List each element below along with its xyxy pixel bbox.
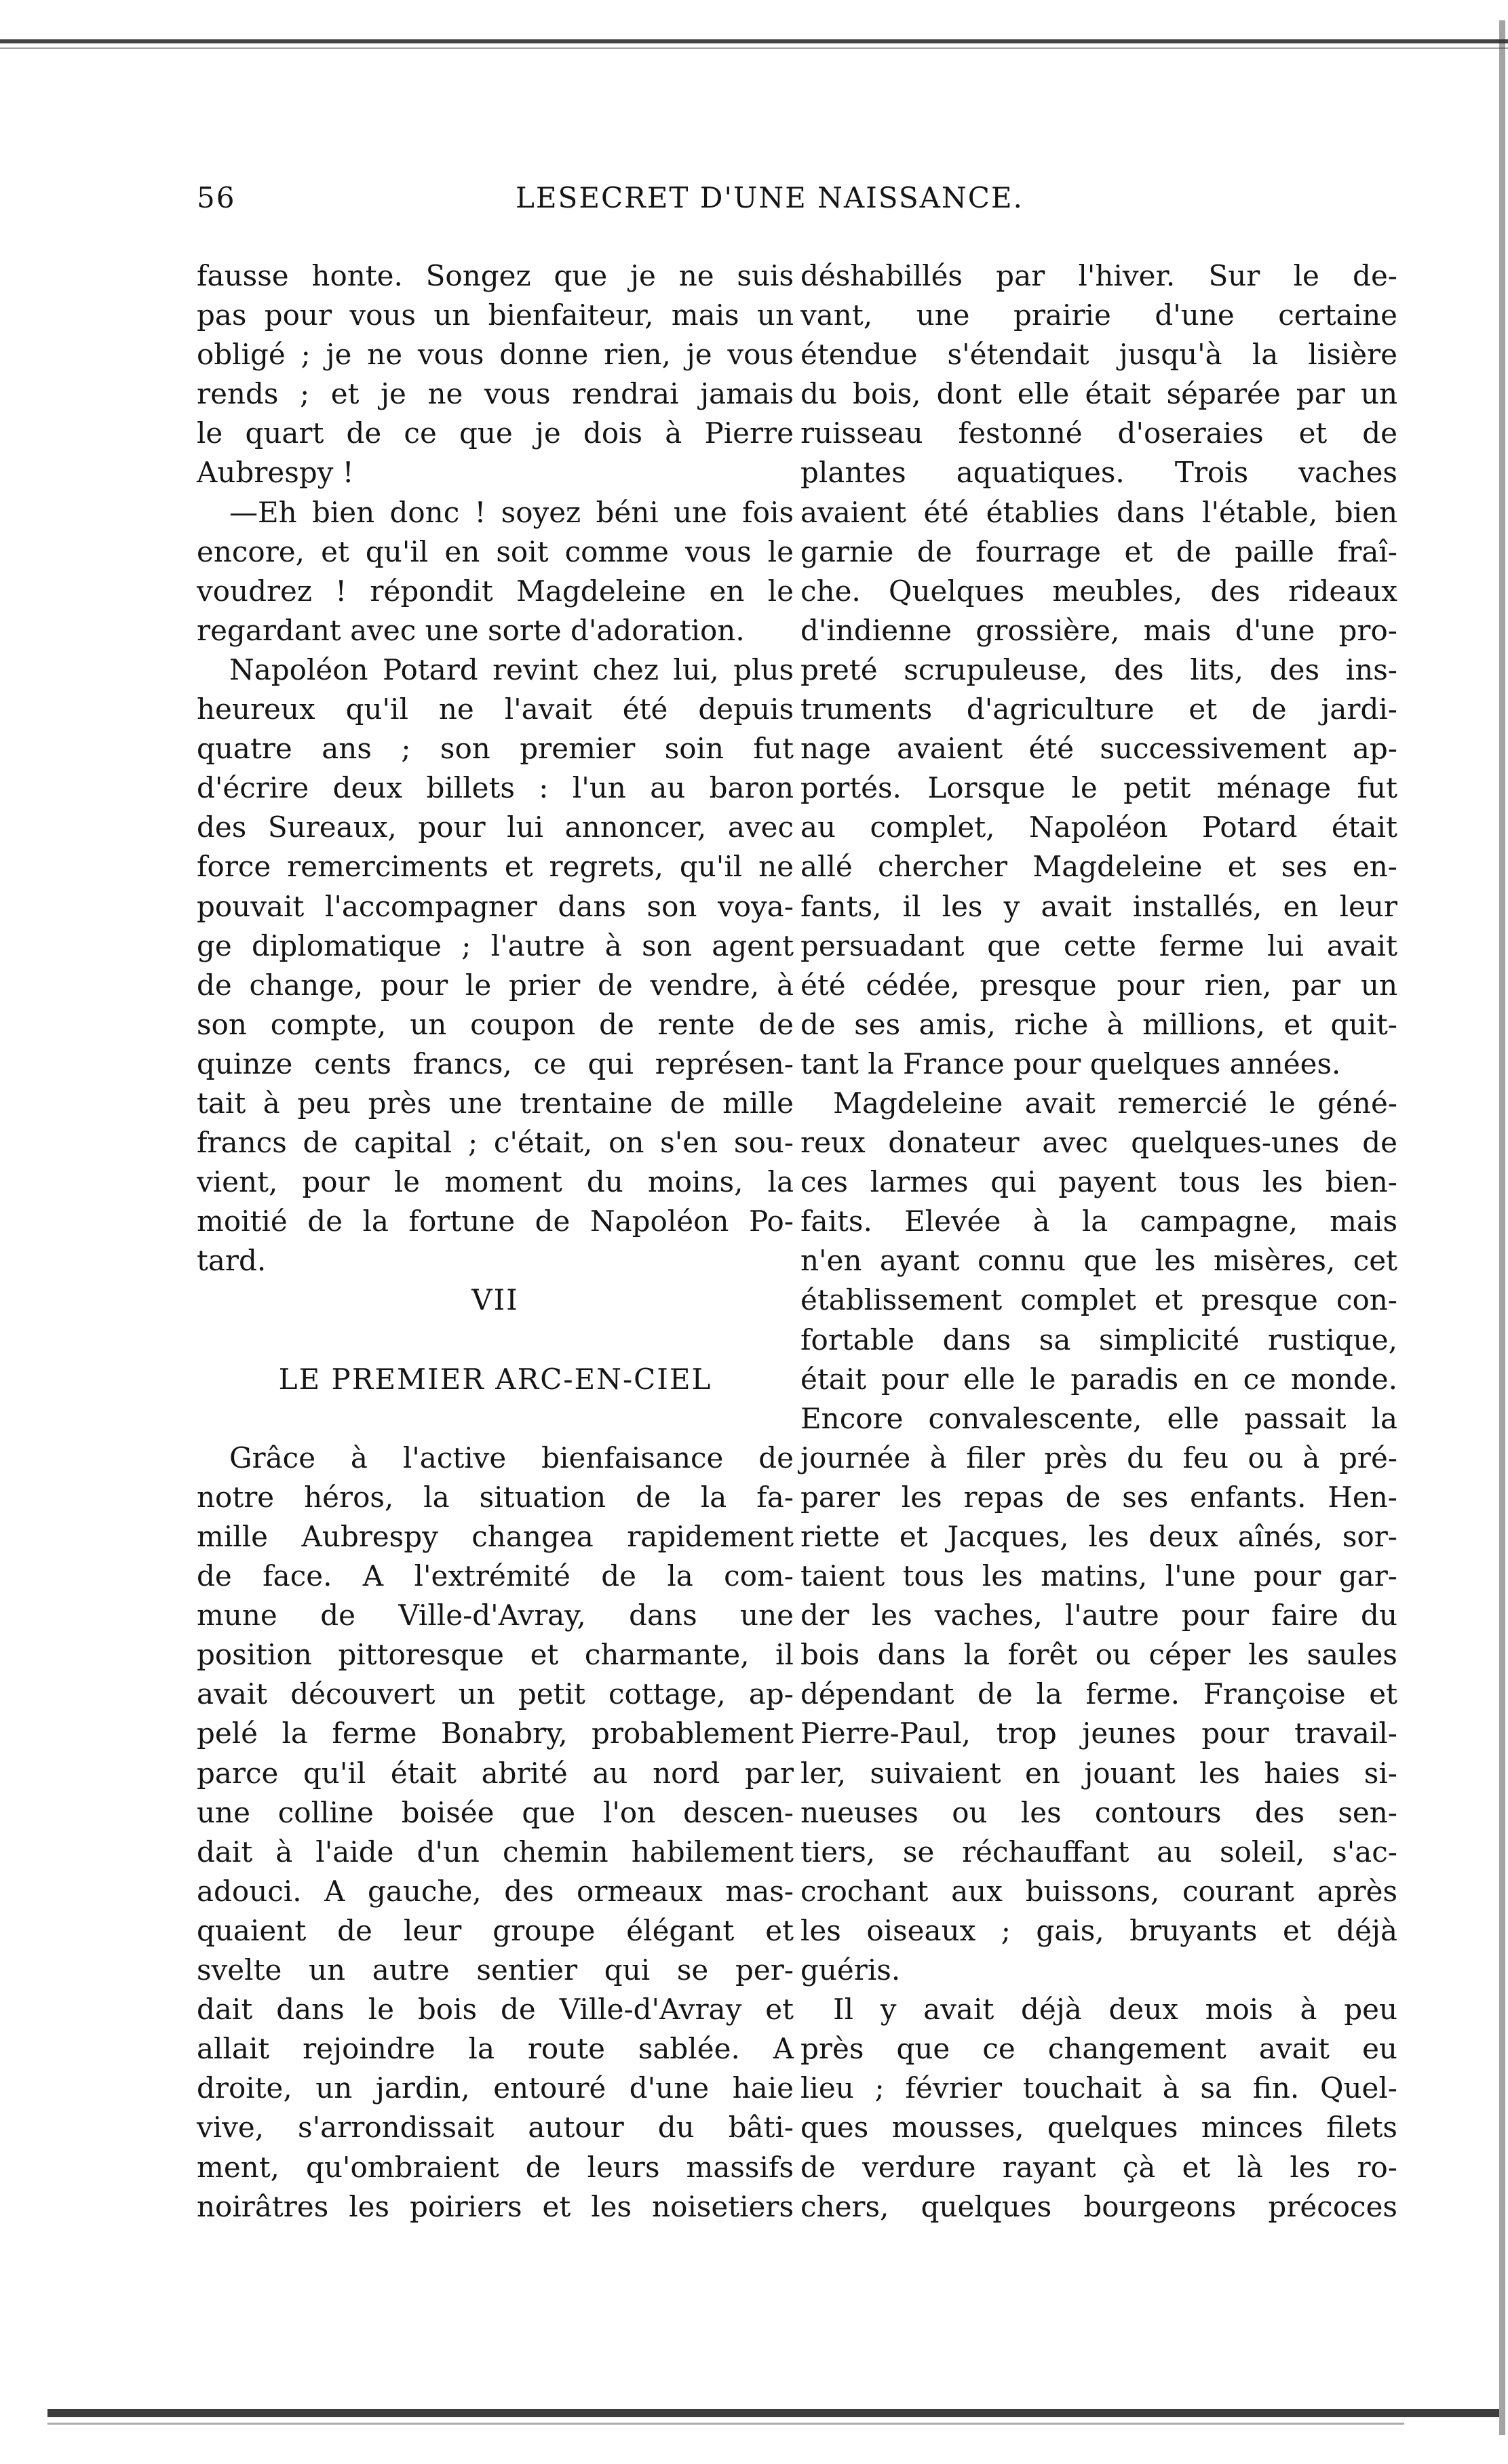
running-head [197, 178, 1397, 218]
text-line: preté scrupuleuse, des lits, des ins- [800, 652, 1397, 686]
text-line: taient tous les matins, l'une pour gar- [800, 1559, 1397, 1593]
text-line: de verdure rayant çà et là les ro- [800, 2150, 1397, 2184]
text-line: du bois, dont elle était séparée par un [800, 377, 1397, 411]
text-line: ques mousses, quelques minces filets [800, 2111, 1397, 2145]
text-line: portés. Lorsque le petit ménage fut [800, 771, 1397, 805]
text-line: guéris. [800, 1953, 901, 1987]
text-line: bois dans la forêt ou céper les saules [800, 1638, 1397, 1672]
text-line: vive, s'arrondissait autour du bâti- [197, 2111, 794, 2145]
paragraph [800, 1084, 1397, 1990]
text-line: dait dans le bois de Ville-d'Avray et [197, 1993, 794, 2027]
text-line: mune de Ville-d'Avray, dans une [197, 1599, 794, 1632]
text-line: les oiseaux ; gais, bruyants et déjà [800, 1913, 1397, 1947]
left-column [197, 256, 794, 2227]
text-line: dait à l'aide d'un chemin habilement [197, 1835, 794, 1869]
text-line: établissement complet et presque con- [800, 1283, 1397, 1317]
text-line: parce qu'il était abrité au nord par [197, 1756, 794, 1790]
text-line: fausse honte. Songez que je ne suis [197, 259, 794, 292]
text-line: nueuses ou les contours des sen- [800, 1795, 1397, 1829]
paragraph [197, 256, 794, 493]
text-line: persuadant que cette ferme lui avait [800, 928, 1397, 962]
page-number: 56 [197, 181, 236, 214]
scan-top-rule-thin [0, 47, 1508, 49]
text-line: crochant aux buissons, courant après [800, 1874, 1397, 1908]
text-line: der les vaches, l'autre pour faire du [800, 1599, 1397, 1632]
text-line: reux donateur avec quelques-unes de [800, 1126, 1397, 1160]
text-line: tard. [197, 1244, 267, 1278]
text-line: Grâce à l'active bienfaisance de [229, 1441, 794, 1474]
paragraph [197, 493, 794, 650]
scan-bottom-rule [47, 2409, 1499, 2417]
text-line: parer les repas de ses enfants. Hen- [800, 1480, 1397, 1514]
text-line: allait rejoindre la route sablée. A [197, 2032, 794, 2066]
text-line: avaient été établies dans l'étable, bien [800, 495, 1397, 529]
text-line: encore, et qu'il en soit comme vous le [197, 534, 794, 568]
text-line: Encore convalescente, elle passait la [800, 1401, 1397, 1435]
text-line: de ses amis, riche à millions, et quit- [800, 1007, 1397, 1041]
paragraph [197, 1439, 794, 2227]
text-line: ces larmes qui payent tous les bien- [800, 1165, 1397, 1199]
paragraph [800, 1990, 1397, 2227]
text-line: fants, il les y avait installés, en leur [800, 889, 1397, 923]
text-line: garnie de fourrage et de paille fraî- [800, 534, 1397, 568]
text-line: —Eh bien donc ! soyez béni une fois [229, 495, 794, 529]
text-line: des Sureaux, pour lui annoncer, avec [197, 810, 794, 844]
text-line: position pittoresque et charmante, il [197, 1638, 794, 1672]
text-line: dépendant de la ferme. Françoise et [800, 1677, 1397, 1711]
text-line: droite, un jardin, entouré d'une haie [197, 2071, 794, 2105]
text-line: quinze cents francs, ce qui représen- [197, 1047, 794, 1080]
text-line: de change, pour le prier de vendre, à [197, 968, 794, 1002]
text-line: pouvait l'accompagner dans son voya- [197, 889, 794, 923]
text-line: heureux qu'il ne l'avait été depuis [197, 692, 794, 726]
text-line: une colline boisée que l'on descen- [197, 1795, 794, 1829]
text-line: noirâtres les poiriers et les noisetiers [197, 2189, 794, 2223]
text-line: Aubrespy ! [197, 456, 354, 490]
text-line: force remerciments et regrets, qu'il ne [197, 850, 794, 884]
text-line: riette et Jacques, les deux aînés, sor- [800, 1520, 1397, 1553]
text-line: quatre ans ; son premier soin fut [197, 732, 794, 766]
text-line: notre héros, la situation de la fa- [197, 1480, 794, 1514]
text-line: était pour elle le paradis en ce monde. [800, 1362, 1397, 1396]
text-line: francs de capital ; c'était, on s'en sou- [197, 1126, 794, 1160]
text-line: che. Quelques meubles, des rideaux [800, 574, 1397, 608]
text-line: mille Aubrespy changea rapidement [197, 1520, 794, 1553]
text-line: journée à filer près du feu ou à pré- [800, 1441, 1397, 1474]
text-line: quaient de leur groupe élégant et [197, 1913, 794, 1947]
text-line: moitié de la fortune de Napoléon Po- [197, 1205, 794, 1238]
text-line: regardant avec une sorte d'adoration. [197, 613, 745, 647]
text-line: Napoléon Potard revint chez lui, plus [229, 652, 794, 686]
text-line: déshabillés par l'hiver. Sur le de- [800, 259, 1397, 292]
text-line: pas pour vous un bienfaiteur, mais un [197, 298, 794, 332]
text-line: ruisseau festonné d'oseraies et de [800, 416, 1397, 450]
text-line: au complet, Napoléon Potard était [800, 810, 1397, 844]
text-line: allé chercher Magdeleine et ses en- [800, 850, 1397, 884]
text-line: rends ; et je ne vous rendrai jamais [197, 377, 794, 411]
text-line: Pierre-Paul, trop jeunes pour travail- [800, 1717, 1397, 1751]
text-line: pelé la ferme Bonabry, probablement [197, 1717, 794, 1751]
text-line: son compte, un coupon de rente de [197, 1007, 794, 1041]
chapter-number: VII [471, 1283, 519, 1317]
text-line: vant, une prairie d'une certaine [800, 298, 1397, 332]
text-line: d'écrire deux billets : l'un au baron [197, 771, 794, 805]
text-line: Il y avait déjà deux mois à peu [833, 1993, 1397, 2027]
text-line: étendue s'étendait jusqu'à la lisière [800, 338, 1397, 372]
scan-top-rule [0, 39, 1508, 43]
spacer [197, 1399, 794, 1439]
text-line: chers, quelques bourgeons précoces [800, 2189, 1397, 2223]
text-line: d'indienne grossière, mais d'une pro- [800, 613, 1397, 647]
text-line: avait découvert un petit cottage, ap- [197, 1677, 794, 1711]
text-line: tait à peu près une trentaine de mille [197, 1086, 794, 1120]
text-line: fortable dans sa simplicité rustique, [800, 1323, 1397, 1356]
scan-right-edge [1499, 20, 1505, 2435]
text-line: voudrez ! répondit Magdeleine en le [197, 574, 794, 608]
text-line: ment, qu'ombraient de leurs massifs [197, 2150, 794, 2184]
text-line: faits. Elevée à la campagne, mais [800, 1205, 1397, 1238]
text-line: de face. A l'extrémité de la com- [197, 1559, 794, 1593]
spacer [197, 1321, 794, 1360]
text-line: ler, suivaient en jouant les haies si- [800, 1756, 1397, 1790]
text-line: truments d'agriculture et de jardi- [800, 692, 1397, 726]
running-title: LESECRET D'UNE NAISSANCE. [516, 181, 1024, 214]
text-line: ge diplomatique ; l'autre à son agent [197, 928, 794, 962]
text-line: vient, pour le moment du moins, la [197, 1165, 794, 1199]
text-line: plantes aquatiques. Trois vaches [800, 456, 1397, 490]
right-column [800, 256, 1397, 2227]
text-line: tant la France pour quelques années. [800, 1047, 1341, 1080]
scan-bottom-rule-thin [47, 2423, 1404, 2425]
text-line: lieu ; février touchait à sa fin. Quel- [800, 2071, 1397, 2105]
chapter-title: LE PREMIER ARC-EN-CIEL [278, 1362, 712, 1396]
paragraph [197, 650, 794, 1281]
text-line: n'en ayant connu que les misères, cet [800, 1244, 1397, 1278]
text-line: Magdeleine avait remercié le géné- [833, 1086, 1397, 1120]
text-line: obligé ; je ne vous donne rien, je vous [197, 338, 794, 372]
text-line: svelte un autre sentier qui se per- [197, 1953, 794, 1987]
text-line: été cédée, presque pour rien, par un [800, 968, 1397, 1002]
text-line: nage avaient été successivement ap- [800, 732, 1397, 766]
text-line: près que ce changement avait eu [800, 2032, 1397, 2066]
text-line: le quart de ce que je dois à Pierre [197, 416, 794, 450]
text-line: adouci. A gauche, des ormeaux mas- [197, 1874, 794, 1908]
paragraph [800, 256, 1397, 1084]
text-line: tiers, se réchauffant au soleil, s'ac- [800, 1835, 1397, 1869]
